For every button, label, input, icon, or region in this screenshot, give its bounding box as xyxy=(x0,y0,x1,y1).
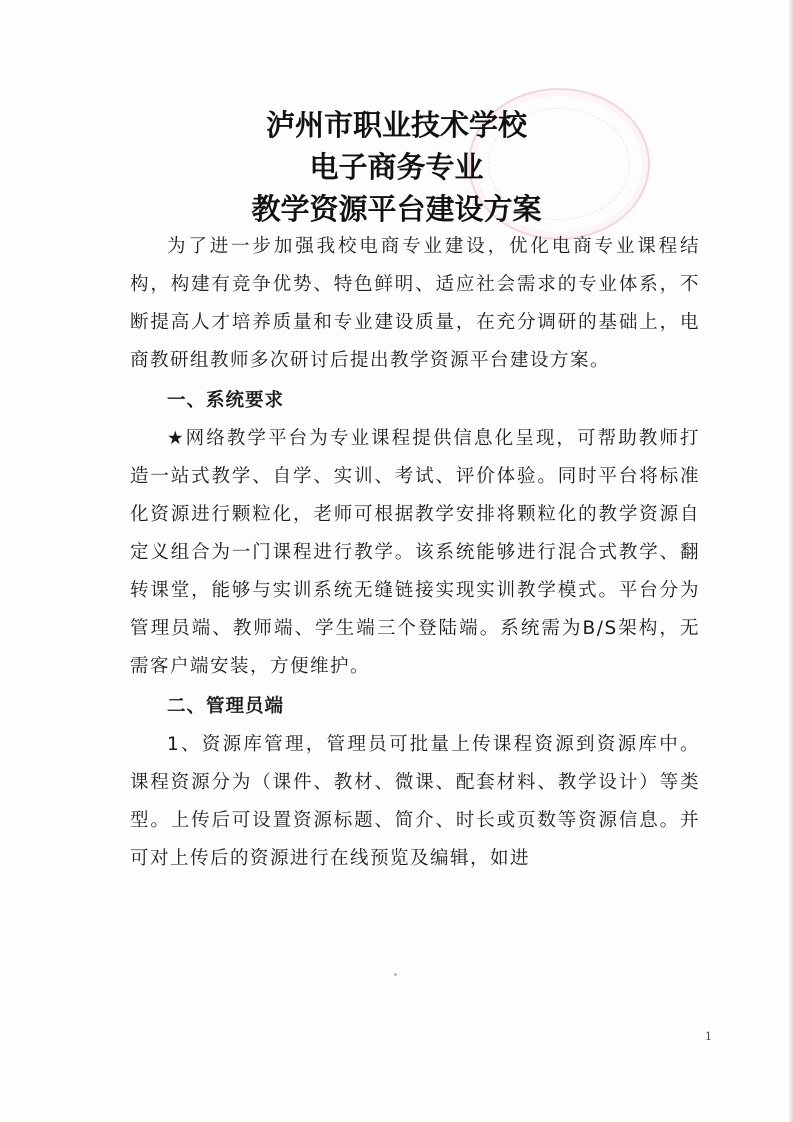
scan-speck xyxy=(394,973,397,976)
section-heading-system-requirements: 一、系统要求 xyxy=(167,390,285,411)
section-paragraph-system-requirements: ★网络教学平台为专业课程提供信息化呈现，可帮助教师打造一站式教学、自学、实训、考试、评价体验。同时平台将标准化资源进行颗粒化，老师可根据教学安排将颗粒化的教学资源自定义组合为一门课程进行教学。该系统能够进行混合式教学、翻转课堂，能够与实训系统无缝链接实现实训教学模式。平台分为管理员端、教师端、学生端三个登陆端。系统需为B/S架构，无需客户端安装，方便维护。 xyxy=(130,428,700,677)
intro-paragraph: 为了进一步加强我校电商专业建设，优化电商专业课程结构，构建有竞争优势、特色鲜明、适应社会需求的专业体系，不断提高人才培养质量和专业建设质量，在充分调研的基础上，电商教研组教师多次研讨后提出教学资源平台建设方案。 xyxy=(130,236,700,371)
document-body xyxy=(130,228,700,878)
page-number: 1 xyxy=(705,1030,712,1043)
title-major-name: 电子商务专业 xyxy=(309,150,484,184)
section-paragraph-admin: 1、资源库管理，管理员可批量上传课程资源到资源库中。课程资源分为（课件、教材、微课、配套材料、教学设计）等类型。上传后可设置资源标题、简介、时长或页数等资源信息。并可对上传后的资源进行在线预览及编辑，如进 xyxy=(130,734,700,869)
section-heading-admin: 二、管理员端 xyxy=(167,696,285,717)
title-school-name: 泸州市职业技术学校 xyxy=(265,108,527,142)
document-title xyxy=(0,104,793,230)
title-plan-name: 教学资源平台建设方案 xyxy=(251,192,542,226)
